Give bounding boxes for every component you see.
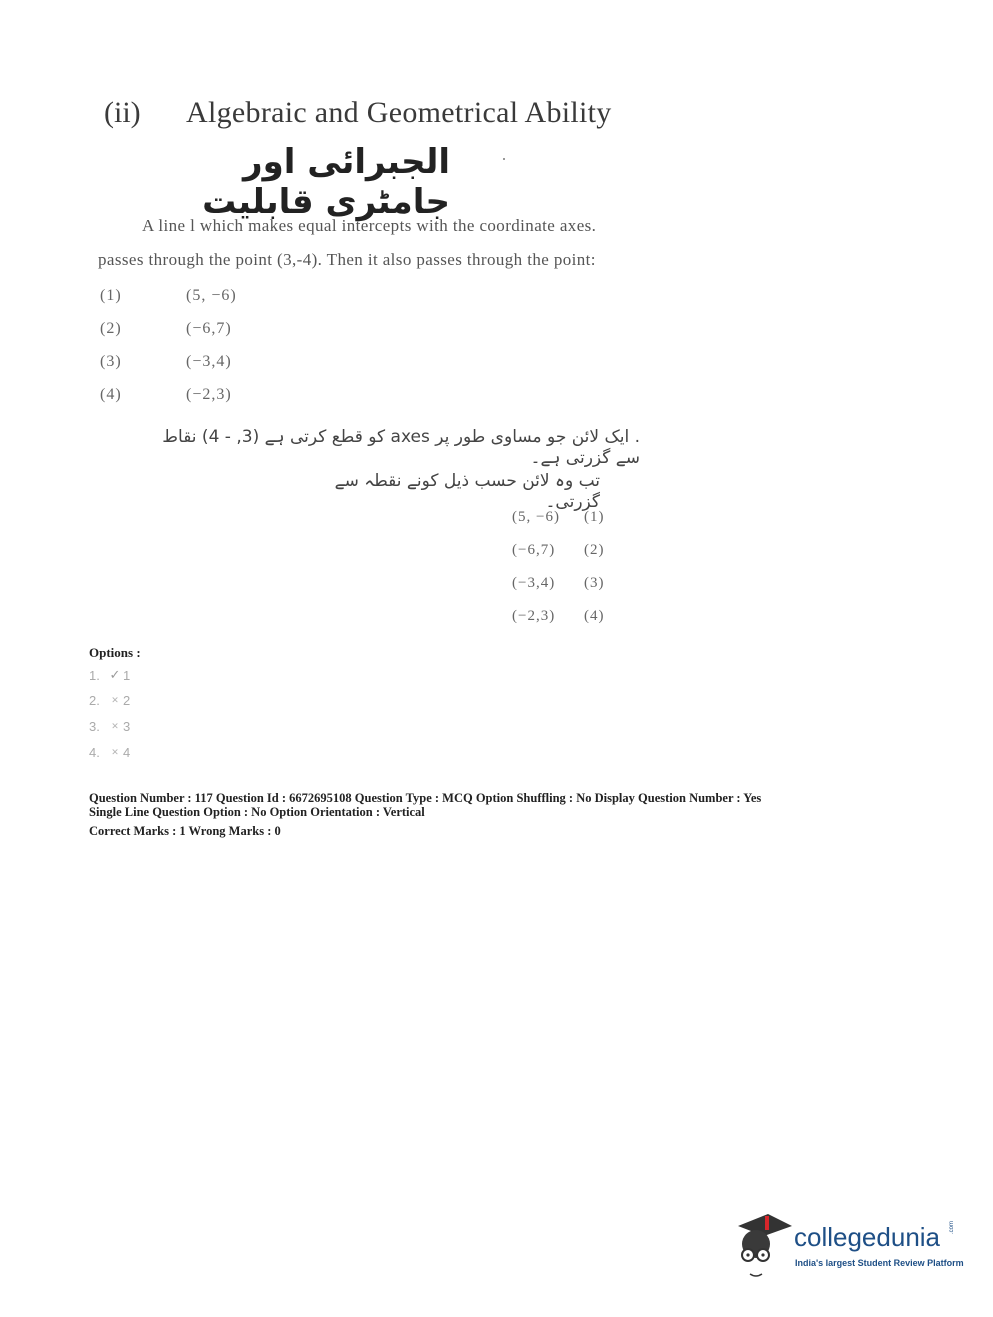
- answer-option-row: [89, 719, 130, 734]
- cross-icon: ✕: [111, 721, 119, 731]
- marks-info: Correct Marks : 1 Wrong Marks : 0: [89, 824, 281, 838]
- answer-option-value: 3: [123, 719, 131, 734]
- urdu-option-number: (4): [584, 608, 605, 624]
- answer-option-value: 2: [123, 693, 131, 708]
- logo-tagline: India's largest Student Review Platform: [795, 1258, 964, 1268]
- answer-option-index: 1.: [89, 667, 100, 683]
- answer-option-row: [89, 745, 130, 760]
- section-number: (ii): [104, 96, 141, 129]
- urdu-question-line-2: تب وہ لائن حسب ذیل کونے نقطہ سے گزرتی۔: [334, 471, 600, 512]
- urdu-option-number: (3): [584, 575, 605, 591]
- question-option-value: (−2,3): [186, 386, 232, 403]
- answer-option-index: 2.: [89, 693, 100, 708]
- logo-suffix: .com: [949, 1220, 955, 1234]
- section-title-urdu: الجبرائی اور جامٹری قابلیت: [202, 142, 450, 222]
- question-meta-line-2: Single Line Question Option : No Option Orientation : Vertical: [89, 805, 425, 819]
- check-icon: ✓: [109, 667, 121, 682]
- question-option-number: (4): [100, 386, 122, 403]
- cross-icon: ✕: [111, 747, 119, 757]
- answer-option-value: 1: [123, 667, 131, 683]
- question-option-number: (2): [100, 320, 122, 337]
- urdu-option-value: (−2,3): [512, 608, 556, 624]
- urdu-question-line-1: . ایک لائن جو مساوی طور پر axes کو قطع کرتی ہے (3, - 4) نقاط سے گزرتی ہے۔: [162, 427, 640, 468]
- stray-dot: [503, 158, 505, 160]
- question-text-line-2: passes through the point (3,-4). Then it also passes through the point:: [98, 250, 596, 269]
- urdu-option-value: (−6,7): [512, 542, 556, 558]
- urdu-option-number: (1): [584, 509, 605, 525]
- options-label: Options :: [89, 645, 141, 660]
- question-meta-line-1: Question Number : 117 Question Id : 6672695108 Question Type : MCQ Option Shuffling : No Display Question Number : Yes: [89, 791, 762, 805]
- urdu-option-value: (−3,4): [512, 575, 556, 591]
- section-title: Algebraic and Geometrical Ability: [186, 96, 612, 129]
- question-option-number: (1): [100, 287, 122, 304]
- question-option-value: (−6,7): [186, 320, 232, 337]
- cross-icon: ✕: [111, 695, 119, 705]
- urdu-option-value: (5, −6): [512, 509, 560, 525]
- answer-option-value: 4: [123, 745, 131, 760]
- question-text-line-1: A line l which makes equal intercepts with the coordinate axes.: [142, 216, 597, 235]
- question-option-value: (−3,4): [186, 353, 232, 370]
- answer-option-row: [89, 667, 130, 683]
- question-option-value: (5, −6): [186, 287, 237, 304]
- answer-option-index: 3.: [89, 719, 100, 734]
- urdu-option-number: (2): [584, 542, 605, 558]
- question-option-number: (3): [100, 353, 122, 370]
- logo-wordmark: collegedunia: [794, 1222, 941, 1252]
- answer-option-index: 4.: [89, 745, 100, 760]
- answer-option-row: [89, 693, 130, 708]
